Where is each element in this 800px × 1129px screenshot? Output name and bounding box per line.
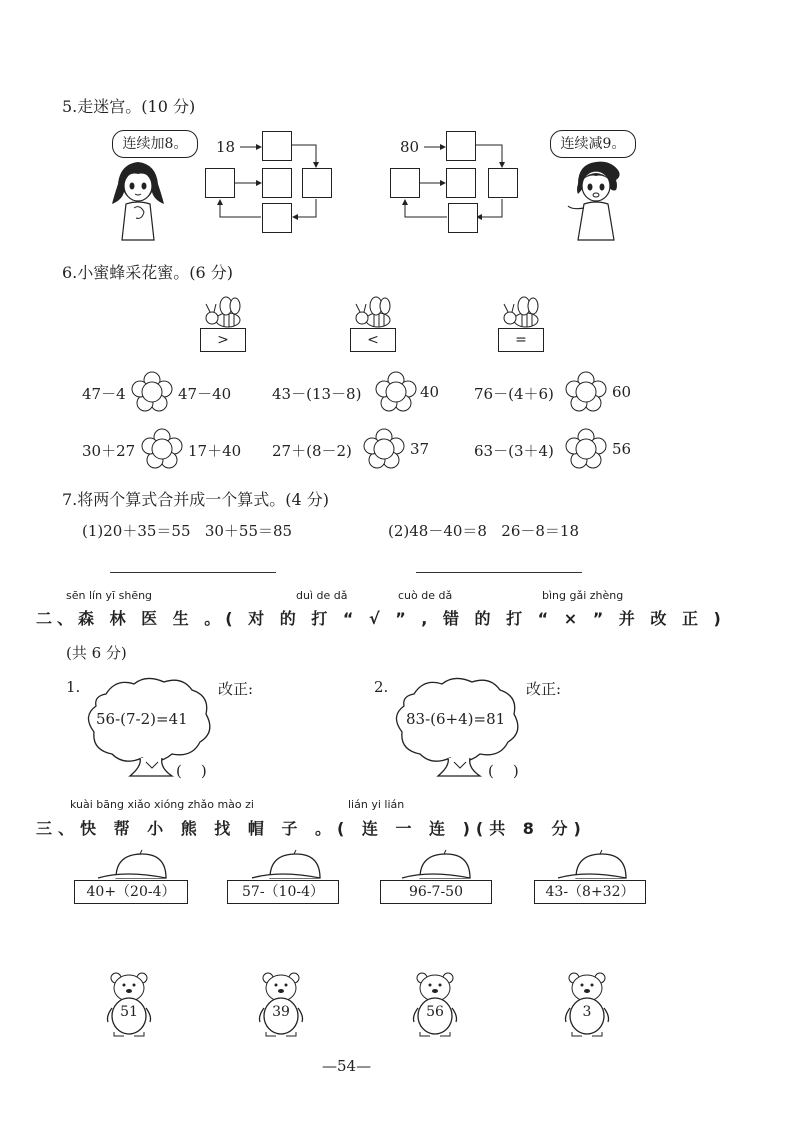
compare-right: 17＋40: [188, 442, 242, 460]
compare-right: 47－40: [178, 385, 232, 403]
answer-parens[interactable]: ( ): [176, 762, 207, 780]
bear-number: 56: [426, 1004, 444, 1020]
page-number: —54—: [322, 1057, 372, 1075]
right-maze-box-5[interactable]: [448, 203, 478, 233]
hat-expression[interactable]: 43-（8+32）: [534, 880, 646, 904]
sec3-heading: 三、快 帮 小 熊 找 帽 子 。( 连 一 连 )(共 8 分): [36, 819, 587, 838]
answer-parens[interactable]: ( ): [488, 762, 519, 780]
compare-left: 76－(4＋6): [474, 385, 554, 403]
right-maze-box-4[interactable]: [488, 168, 518, 198]
compare-right: 60: [612, 383, 632, 401]
left-bubble-text: 连续加8。: [122, 136, 188, 152]
flower-blank-icon[interactable]: [566, 429, 606, 469]
cap-icon: [96, 852, 186, 882]
compare-left: 30＋27: [82, 442, 136, 460]
sec2-heading: 二、森 林 医 生 。( 对 的 打 “ √ ” , 错 的 打 “ × ” 并 改 正 ): [36, 609, 726, 628]
q7-part2: (2)48－40＝8 26－8＝18: [388, 522, 579, 540]
q7-part1: (1)20＋35＝55 30＋55＝85: [82, 522, 293, 540]
sec2-pinyin-1: sēn lín yī shēng: [66, 589, 153, 602]
sec2-pinyin-2: duì de dǎ: [296, 589, 348, 602]
bee-card-3: [496, 296, 546, 356]
bear-number: 51: [120, 1004, 138, 1020]
bee-symbol-box-3: =: [498, 328, 544, 352]
tree-expression: 83-(6+4)=81: [406, 710, 506, 728]
hat-expression[interactable]: 96-7-50: [380, 880, 492, 904]
bear-number: 39: [272, 1004, 290, 1020]
q5-title: 5.走迷宫。(10 分): [62, 97, 196, 116]
left-maze-start: 18: [216, 138, 236, 156]
sec2-score: (共 6 分): [66, 644, 127, 662]
flower-blank-icon[interactable]: [566, 372, 606, 412]
right-maze-start: 80: [400, 138, 420, 156]
bee-icon: [496, 296, 546, 332]
cap-icon: [250, 852, 340, 882]
bee-symbol-box-1: >: [200, 328, 246, 352]
flower-blank-icon[interactable]: [376, 372, 416, 412]
flower-blank-icon[interactable]: [132, 372, 172, 412]
compare-left: 63－(3＋4): [474, 442, 554, 460]
bee-icon: [198, 296, 248, 332]
bear-number: 3: [582, 1004, 592, 1020]
flower-blank-icon[interactable]: [142, 429, 182, 469]
tree-item-number: 2.: [374, 678, 389, 696]
q6-title: 6.小蜜蜂采花蜜。(6 分): [62, 263, 234, 282]
q7-answer-line-2[interactable]: [416, 572, 582, 573]
sec2-pinyin-4: bìng gǎi zhèng: [542, 589, 624, 602]
bee-card-1: [198, 296, 248, 356]
compare-right: 37: [410, 440, 430, 458]
right-maze-box-1[interactable]: [446, 131, 476, 161]
tree-expression: 56-(7-2)=41: [96, 710, 188, 728]
hat-expression[interactable]: 40+（20-4）: [74, 880, 188, 904]
compare-left: 43－(13－8): [272, 385, 362, 403]
compare-left: 27＋(8－2): [272, 442, 352, 460]
bee-symbol-box-2: <: [350, 328, 396, 352]
q7-answer-line-1[interactable]: [110, 572, 276, 573]
cap-icon: [400, 852, 490, 882]
q7-title: 7.将两个算式合并成一个算式。(4 分): [62, 490, 330, 509]
hat-expression[interactable]: 57-（10-4）: [227, 880, 339, 904]
left-maze-arrows: [0, 0, 800, 260]
right-maze-box-3[interactable]: [446, 168, 476, 198]
sec2-pinyin-3: cuò de dǎ: [398, 589, 453, 602]
cap-icon: [556, 852, 646, 882]
tree-item-number: 1.: [66, 678, 81, 696]
sec3-pinyin-2: lián yi lián: [348, 798, 405, 811]
right-maze-box-2[interactable]: [390, 168, 420, 198]
correction-label: 改正:: [218, 680, 254, 698]
sec3-pinyin-1: kuài bāng xiǎo xióng zhǎo mào zi: [70, 798, 254, 811]
compare-right: 40: [420, 383, 440, 401]
flower-blank-icon[interactable]: [364, 429, 404, 469]
compare-left: 47－4: [82, 385, 126, 403]
bee-card-2: [348, 296, 398, 356]
correction-label: 改正:: [526, 680, 562, 698]
bee-icon: [348, 296, 398, 332]
compare-right: 56: [612, 440, 632, 458]
right-bubble-text: 连续减9。: [560, 136, 626, 152]
